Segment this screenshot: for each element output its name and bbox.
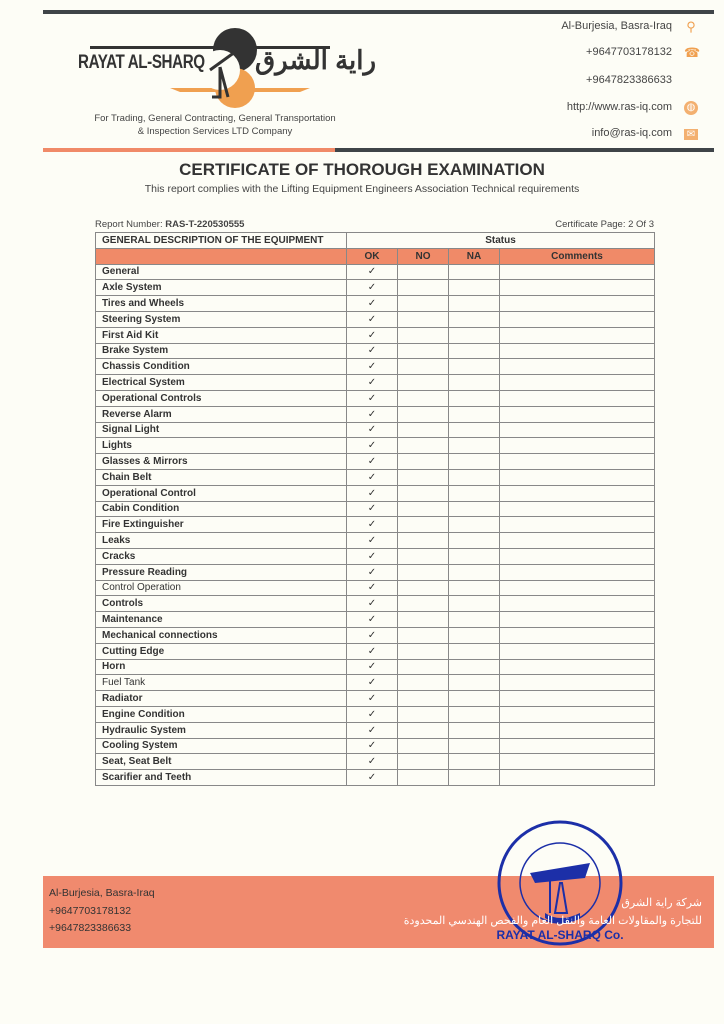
status-ok-cell: ✓ [347, 738, 398, 754]
comments-cell [500, 296, 655, 312]
comments-cell [500, 564, 655, 580]
status-no-cell [398, 517, 449, 533]
row-item-label: General [96, 264, 347, 280]
col-na: NA [449, 248, 500, 264]
status-na-cell [449, 454, 500, 470]
status-no-cell [398, 770, 449, 786]
status-no-cell [398, 280, 449, 296]
status-ok-cell: ✓ [347, 659, 398, 675]
comments-cell [500, 343, 655, 359]
table-row [96, 280, 655, 296]
row-item-label: Chassis Condition [96, 359, 347, 375]
comments-cell [500, 406, 655, 422]
status-ok-cell: ✓ [347, 469, 398, 485]
comments-cell [500, 311, 655, 327]
contact-email[interactable]: info@ras-iq.com [591, 127, 672, 139]
status-no-cell [398, 627, 449, 643]
status-na-cell [449, 406, 500, 422]
row-item-label: Axle System [96, 280, 347, 296]
table-row [96, 533, 655, 549]
top-divider [43, 10, 714, 14]
phone-icon: ☎ [684, 45, 701, 60]
comments-cell [500, 422, 655, 438]
status-ok-cell: ✓ [347, 359, 398, 375]
envelope-icon: ✉ [684, 129, 698, 140]
row-item-label: Tires and Wheels [96, 296, 347, 312]
status-ok-cell: ✓ [347, 280, 398, 296]
status-ok-cell: ✓ [347, 517, 398, 533]
status-ok-cell: ✓ [347, 422, 398, 438]
row-item-label: Cabin Condition [96, 501, 347, 517]
status-na-cell [449, 659, 500, 675]
header-divider-accent [43, 148, 335, 152]
status-ok-cell: ✓ [347, 343, 398, 359]
footer-phone-2: +9647823386633 [49, 922, 132, 934]
status-no-cell [398, 327, 449, 343]
status-na-cell [449, 643, 500, 659]
status-no-cell [398, 359, 449, 375]
status-na-cell [449, 754, 500, 770]
inspection-table [95, 232, 655, 786]
col-comments: Comments [500, 248, 655, 264]
row-item-label: Fuel Tank [96, 675, 347, 691]
table-row [96, 627, 655, 643]
row-item-label: Engine Condition [96, 706, 347, 722]
status-no-cell [398, 485, 449, 501]
row-item-label: Horn [96, 659, 347, 675]
status-na-cell [449, 375, 500, 391]
comments-cell [500, 659, 655, 675]
certificate-page-number: Certificate Page: 2 Of 3 [555, 219, 654, 230]
logo-text-en: RAYAT AL-SHARQ [78, 52, 205, 73]
row-item-label: Scarifier and Teeth [96, 770, 347, 786]
status-no-cell [398, 454, 449, 470]
table-row [96, 485, 655, 501]
status-ok-cell: ✓ [347, 722, 398, 738]
status-ok-cell: ✓ [347, 390, 398, 406]
status-no-cell [398, 264, 449, 280]
tagline-line-2: & Inspection Services LTD Company [137, 126, 293, 137]
comments-cell [500, 469, 655, 485]
status-na-cell [449, 627, 500, 643]
document-title: CERTIFICATE OF THOROUGH EXAMINATION [179, 160, 545, 179]
status-no-cell [398, 722, 449, 738]
status-ok-cell: ✓ [347, 264, 398, 280]
status-na-cell [449, 501, 500, 517]
comments-cell [500, 580, 655, 596]
table-row [96, 406, 655, 422]
comments-cell [500, 264, 655, 280]
status-ok-cell: ✓ [347, 596, 398, 612]
comments-cell [500, 533, 655, 549]
row-item-label: Operational Controls [96, 390, 347, 406]
comments-cell [500, 454, 655, 470]
table-row [96, 359, 655, 375]
footer-arabic-name: شركة راية الشرق [621, 897, 702, 909]
table-row [96, 564, 655, 580]
status-ok-cell: ✓ [347, 406, 398, 422]
table-row [96, 390, 655, 406]
status-na-cell [449, 469, 500, 485]
table-row [96, 327, 655, 343]
row-item-label: Glasses & Mirrors [96, 454, 347, 470]
table-row [96, 612, 655, 628]
status-no-cell [398, 691, 449, 707]
report-number-value: RAS-T-220530555 [165, 219, 245, 230]
table-row [96, 770, 655, 786]
tagline-line-1: For Trading, General Contracting, General Transportation [94, 113, 336, 124]
status-ok-cell: ✓ [347, 627, 398, 643]
status-na-cell [449, 564, 500, 580]
status-na-cell [449, 596, 500, 612]
status-no-cell [398, 754, 449, 770]
comments-cell [500, 738, 655, 754]
table-row [96, 580, 655, 596]
comments-cell [500, 280, 655, 296]
status-ok-cell: ✓ [347, 311, 398, 327]
status-no-cell [398, 311, 449, 327]
status-ok-cell: ✓ [347, 501, 398, 517]
row-item-label: Controls [96, 596, 347, 612]
contact-address: Al-Burjesia, Basra-Iraq [561, 20, 672, 32]
footer-address: Al-Burjesia, Basra-Iraq [49, 887, 155, 899]
status-ok-cell: ✓ [347, 754, 398, 770]
status-no-cell [398, 533, 449, 549]
status-ok-cell: ✓ [347, 564, 398, 580]
globe-icon: ◍ [684, 101, 698, 115]
comments-cell [500, 722, 655, 738]
status-na-cell [449, 580, 500, 596]
status-na-cell [449, 327, 500, 343]
table-row [96, 454, 655, 470]
status-ok-cell: ✓ [347, 612, 398, 628]
comments-cell [500, 691, 655, 707]
status-ok-cell: ✓ [347, 691, 398, 707]
status-no-cell [398, 738, 449, 754]
status-na-cell [449, 280, 500, 296]
logo-text-ar: راية الشرق [255, 45, 377, 75]
status-na-cell [449, 691, 500, 707]
table-row [96, 706, 655, 722]
status-ok-cell: ✓ [347, 706, 398, 722]
row-item-label: Electrical System [96, 375, 347, 391]
row-item-label: Hydraulic System [96, 722, 347, 738]
footer-phone-1: +9647703178132 [49, 905, 132, 917]
row-item-label: Signal Light [96, 422, 347, 438]
status-ok-cell: ✓ [347, 548, 398, 564]
status-no-cell [398, 706, 449, 722]
table-row [96, 264, 655, 280]
status-no-cell [398, 296, 449, 312]
report-number [95, 219, 244, 230]
table-row [96, 517, 655, 533]
table-row [96, 296, 655, 312]
comments-cell [500, 375, 655, 391]
col-ok: OK [347, 248, 398, 264]
status-na-cell [449, 612, 500, 628]
row-item-label: Steering System [96, 311, 347, 327]
table-row [96, 754, 655, 770]
report-number-label: Report Number: [95, 219, 166, 230]
row-item-label: First Aid Kit [96, 327, 347, 343]
table-row [96, 659, 655, 675]
footer-arabic-description: للتجارة والمقاولات العامة والنقل العام والفحص الهندسي المحدودة [403, 915, 702, 927]
table-row [96, 548, 655, 564]
comments-cell [500, 596, 655, 612]
row-item-label: Control Operation [96, 580, 347, 596]
status-na-cell [449, 706, 500, 722]
comments-cell [500, 754, 655, 770]
status-na-cell [449, 722, 500, 738]
status-ok-cell: ✓ [347, 485, 398, 501]
row-item-label: Brake System [96, 343, 347, 359]
row-item-label: Operational Control [96, 485, 347, 501]
status-no-cell [398, 422, 449, 438]
row-item-label: Chain Belt [96, 469, 347, 485]
status-na-cell [449, 422, 500, 438]
table-row [96, 596, 655, 612]
contact-phone-2: +9647823386633 [586, 74, 672, 86]
status-ok-cell: ✓ [347, 533, 398, 549]
status-no-cell [398, 406, 449, 422]
row-item-label: Pressure Reading [96, 564, 347, 580]
row-item-label: Cracks [96, 548, 347, 564]
table-row [96, 738, 655, 754]
row-item-label: Mechanical connections [96, 627, 347, 643]
status-ok-cell: ✓ [347, 643, 398, 659]
comments-cell [500, 706, 655, 722]
header-divider-dark [335, 148, 714, 152]
status-ok-cell: ✓ [347, 375, 398, 391]
table-row [96, 501, 655, 517]
comments-cell [500, 485, 655, 501]
row-item-label: Fire Extinguisher [96, 517, 347, 533]
comments-cell [500, 675, 655, 691]
status-header: Status [347, 233, 655, 249]
table-row [96, 422, 655, 438]
blank-header [96, 248, 347, 264]
status-na-cell [449, 264, 500, 280]
table-row [96, 691, 655, 707]
status-no-cell [398, 390, 449, 406]
status-na-cell [449, 311, 500, 327]
row-item-label: Seat, Seat Belt [96, 754, 347, 770]
comments-cell [500, 517, 655, 533]
comments-cell [500, 770, 655, 786]
desc-header: GENERAL DESCRIPTION OF THE EQUIPMENT [96, 233, 347, 249]
contact-website[interactable]: http://www.ras-iq.com [566, 101, 672, 113]
status-na-cell [449, 485, 500, 501]
row-item-label: Cutting Edge [96, 643, 347, 659]
comments-cell [500, 612, 655, 628]
comments-cell [500, 643, 655, 659]
comments-cell [500, 438, 655, 454]
status-no-cell [398, 643, 449, 659]
table-row [96, 643, 655, 659]
status-no-cell [398, 343, 449, 359]
status-na-cell [449, 343, 500, 359]
company-stamp [495, 818, 625, 948]
status-na-cell [449, 548, 500, 564]
status-na-cell [449, 296, 500, 312]
status-na-cell [449, 517, 500, 533]
status-ok-cell: ✓ [347, 327, 398, 343]
status-no-cell [398, 596, 449, 612]
location-pin-icon: ⚲ [686, 19, 696, 34]
company-tagline [60, 112, 370, 138]
contact-phone-1: +9647703178132 [586, 46, 672, 58]
status-na-cell [449, 675, 500, 691]
table-row [96, 438, 655, 454]
row-item-label: Lights [96, 438, 347, 454]
row-item-label: Leaks [96, 533, 347, 549]
comments-cell [500, 548, 655, 564]
status-na-cell [449, 770, 500, 786]
comments-cell [500, 501, 655, 517]
col-no: NO [398, 248, 449, 264]
status-no-cell [398, 659, 449, 675]
row-item-label: Reverse Alarm [96, 406, 347, 422]
status-ok-cell: ✓ [347, 454, 398, 470]
status-no-cell [398, 675, 449, 691]
comments-cell [500, 359, 655, 375]
row-item-label: Maintenance [96, 612, 347, 628]
status-ok-cell: ✓ [347, 580, 398, 596]
status-no-cell [398, 375, 449, 391]
status-no-cell [398, 438, 449, 454]
table-row [96, 311, 655, 327]
status-no-cell [398, 548, 449, 564]
status-no-cell [398, 564, 449, 580]
status-na-cell [449, 738, 500, 754]
svg-text:RAYAT AL-SHARQ Co.: RAYAT AL-SHARQ Co. [496, 928, 624, 942]
table-row [96, 469, 655, 485]
status-na-cell [449, 359, 500, 375]
row-item-label: Cooling System [96, 738, 347, 754]
table-row [96, 722, 655, 738]
comments-cell [500, 390, 655, 406]
status-no-cell [398, 469, 449, 485]
status-na-cell [449, 533, 500, 549]
status-na-cell [449, 438, 500, 454]
status-ok-cell: ✓ [347, 675, 398, 691]
status-ok-cell: ✓ [347, 770, 398, 786]
status-na-cell [449, 390, 500, 406]
comments-cell [500, 627, 655, 643]
status-ok-cell: ✓ [347, 438, 398, 454]
status-no-cell [398, 501, 449, 517]
status-no-cell [398, 580, 449, 596]
row-item-label: Radiator [96, 691, 347, 707]
table-row [96, 675, 655, 691]
table-row [96, 343, 655, 359]
table-row [96, 375, 655, 391]
comments-cell [500, 327, 655, 343]
document-subtitle: This report complies with the Lifting Equipment Engineers Association Technical requirements [144, 183, 580, 195]
status-no-cell [398, 612, 449, 628]
status-ok-cell: ✓ [347, 296, 398, 312]
